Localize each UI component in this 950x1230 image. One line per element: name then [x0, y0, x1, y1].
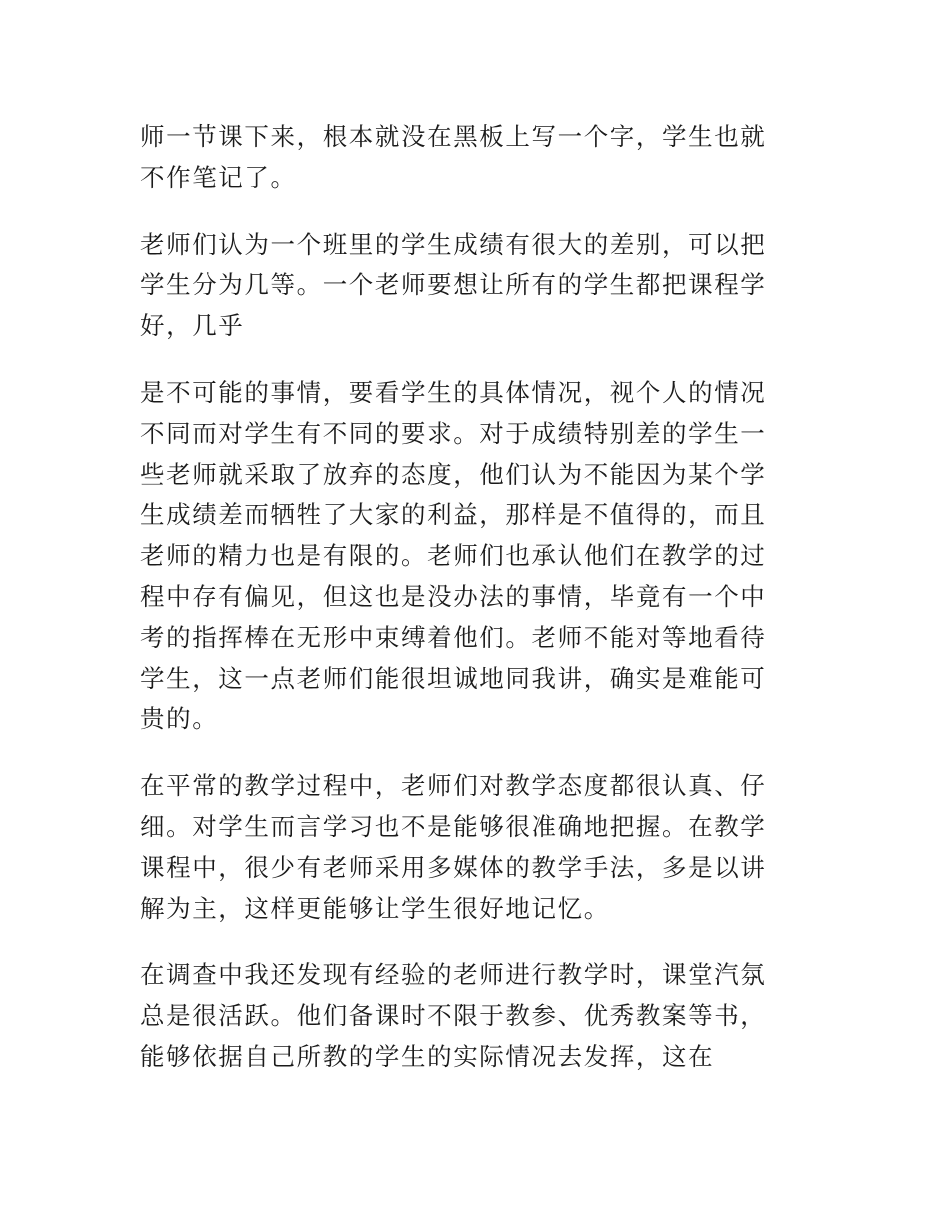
text-line: 是不可能的事情，要看学生的具体情况，视个人的情况	[140, 377, 767, 407]
text-line: 些老师就采取了放弃的态度，他们认为不能因为某个学	[140, 459, 767, 489]
text-line: 学生，这一点老师们能很坦诚地同我讲，确实是难能可	[140, 663, 767, 693]
text-line: 不作笔记了。	[140, 162, 297, 192]
text-line: 好，几乎	[140, 311, 245, 341]
text-line: 课程中，很少有老师采用多媒体的教学手法，多是以讲	[140, 852, 767, 882]
text-line: 在平常的教学过程中，老师们对教学态度都很认真、仔	[140, 771, 767, 801]
document-body	[140, 117, 800, 1104]
paragraph-2	[140, 225, 800, 347]
paragraph-1	[140, 117, 800, 199]
text-line: 总是很活跃。他们备课时不限于教参、优秀教案等书，	[140, 1001, 767, 1031]
text-line: 生成绩差而牺牲了大家的利益，那样是不值得的，而且	[140, 500, 767, 530]
text-line: 师一节课下来，根本就没在黑板上写一个字，学生也就	[140, 122, 767, 151]
text-line: 学生分为几等。一个老师要想让所有的学生都把课程学	[140, 270, 767, 300]
text-line: 不同而对学生有不同的要求。对于成绩特别差的学生一	[140, 418, 767, 448]
text-line: 贵的。	[140, 704, 219, 734]
text-line: 考的指挥棒在无形中束缚着他们。老师不能对等地看待	[140, 622, 767, 652]
text-line: 细。对学生而言学习也不是能够很准确地把握。在教学	[140, 811, 767, 841]
paragraph-4	[140, 766, 800, 929]
paragraph-5	[140, 955, 800, 1077]
text-line: 程中存有偏见，但这也是没办法的事情，毕竟有一个中	[140, 581, 767, 611]
text-line: 能够依据自己所教的学生的实际情况去发挥，这在	[140, 1041, 715, 1071]
text-line: 解为主，这样更能够让学生很好地记忆。	[140, 893, 610, 923]
text-line: 在调查中我还发现有经验的老师进行教学时，课堂汽氛	[140, 960, 767, 990]
text-line: 老师们认为一个班里的学生成绩有很大的差别，可以把	[140, 229, 767, 259]
text-line: 老师的精力也是有限的。老师们也承认他们在教学的过	[140, 541, 767, 571]
paragraph-3	[140, 373, 800, 740]
